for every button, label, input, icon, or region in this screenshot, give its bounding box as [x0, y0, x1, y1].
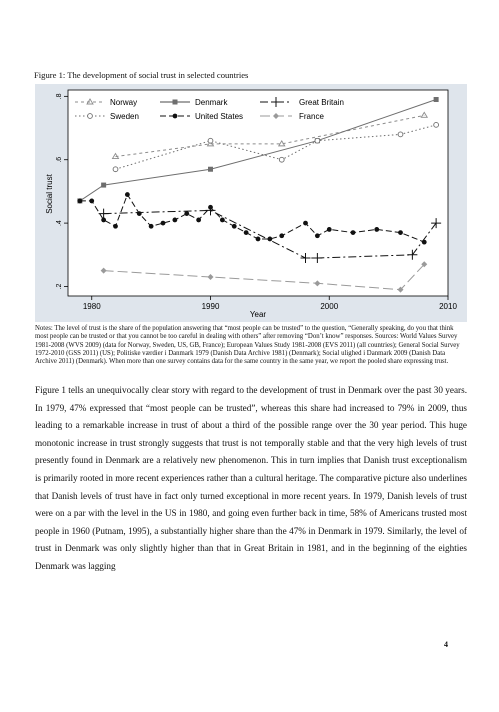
legend-label: France [299, 112, 324, 121]
data-point [279, 233, 284, 238]
data-point [184, 211, 189, 216]
x-axis-label: Year [249, 310, 267, 319]
data-point [374, 227, 379, 232]
data-point [125, 192, 130, 197]
data-point [398, 230, 403, 235]
data-point [422, 240, 427, 245]
trust-line-chart [0, 0, 499, 330]
legend-label: Denmark [195, 98, 228, 107]
data-point [137, 211, 142, 216]
data-point [434, 122, 439, 127]
figure-caption: Figure 1: The development of social trust in selected countries [34, 70, 249, 80]
data-point [398, 132, 403, 137]
data-point [256, 237, 261, 242]
data-point [101, 218, 106, 223]
data-point [315, 233, 320, 238]
legend-label: Sweden [110, 112, 139, 121]
data-point [149, 224, 154, 229]
body-paragraph: Figure 1 tells an unequivocally clear story with regard to the development of trust in Denmark over the past 30 years. In 1979, 47% expressed that “most people can be trusted”, whereas this share had increased to 79% in 2009, thus leading to a remarkable increase in trust of about a third of the possible range over the 30 year period. This huge monotonic increase in trust strongly suggests that trust is not temporally stable and that the very high levels of trust presently found in Denmark are a relatively new phenomenon. This in turn implies that Danish trust exceptionalism is primarily rooted in more recent experiences rather than a cultural heritage. The comparative picture also underlines that Danish levels of trust have in fact only turned exceptional in more recent years. In 1979, Danish levels of trust were on a par with the level in the US in 1980, and going even further back in time, 58% of Americans trusted most people in 1960 (Putnam, 1995), a substantially higher share than the 47% in Denmark in 1979. Similarly, the level of trust in Denmark was only slightly higher than that in Great Britain in 1981, and in the beginning of the eighties Denmark was lagging [35, 385, 467, 571]
legend-label: United States [195, 112, 244, 121]
x-tick-label: 2010 [439, 302, 457, 311]
open-circle-marker-icon [88, 114, 93, 119]
data-point [244, 230, 249, 235]
data-point [77, 199, 82, 204]
legend-label: Norway [110, 98, 138, 107]
data-point [315, 138, 320, 143]
figure-notes: Notes: The level of trust is the share of the population answering that “most people can be trusted” to the question, “Generally speaking, do you that think most people can be trusted or that you cannot be too careful in dealing with others” after removing “Don’t know” responses. Sources: World Values Survey 1981-2008 (WVS 2009) (data for Norway, Sweden, US, GB, France); European Values Study 1981-2008 (EVS 2011) (all countries); General Social Survey 1972-2010 (GSS 2011) (US); Politiske værdier i Danmark 1979 (Danish Data Archive 1981) (Denmark); Social ulighed i Danmark 2009 (Danish Data Archive 2011) (Denmark). When more than one survey contains data for the same country in the same year, we report the pooled share expressing trust. [35, 325, 460, 366]
y-tick-label: .8 [56, 93, 63, 100]
data-point [208, 138, 213, 143]
data-point [196, 218, 201, 223]
data-point [303, 221, 308, 226]
data-point [208, 205, 213, 210]
data-point [232, 224, 237, 229]
data-point [327, 227, 332, 232]
data-point [172, 218, 177, 223]
y-tick-label: .6 [56, 156, 63, 163]
y-axis-label: Social trust [45, 174, 54, 214]
data-point [279, 157, 284, 162]
data-point [434, 97, 439, 102]
data-point [208, 167, 213, 172]
legend-label: Great Britain [299, 98, 344, 107]
page-number: 4 [444, 640, 448, 649]
data-point [267, 237, 272, 242]
square-marker-icon [173, 100, 178, 105]
data-point [101, 183, 106, 188]
data-point [161, 221, 166, 226]
y-tick-label: .4 [56, 220, 63, 227]
data-point [113, 224, 118, 229]
data-point [351, 230, 356, 235]
data-point [220, 218, 225, 223]
x-tick-label: 1980 [82, 302, 101, 311]
data-point [113, 167, 118, 172]
body-text [35, 382, 467, 576]
x-tick-label: 2000 [320, 302, 339, 311]
data-point [89, 199, 94, 204]
y-tick-label: .2 [56, 283, 63, 290]
x-tick-label: 1990 [201, 302, 220, 311]
filled-circle-marker-icon [173, 114, 178, 119]
